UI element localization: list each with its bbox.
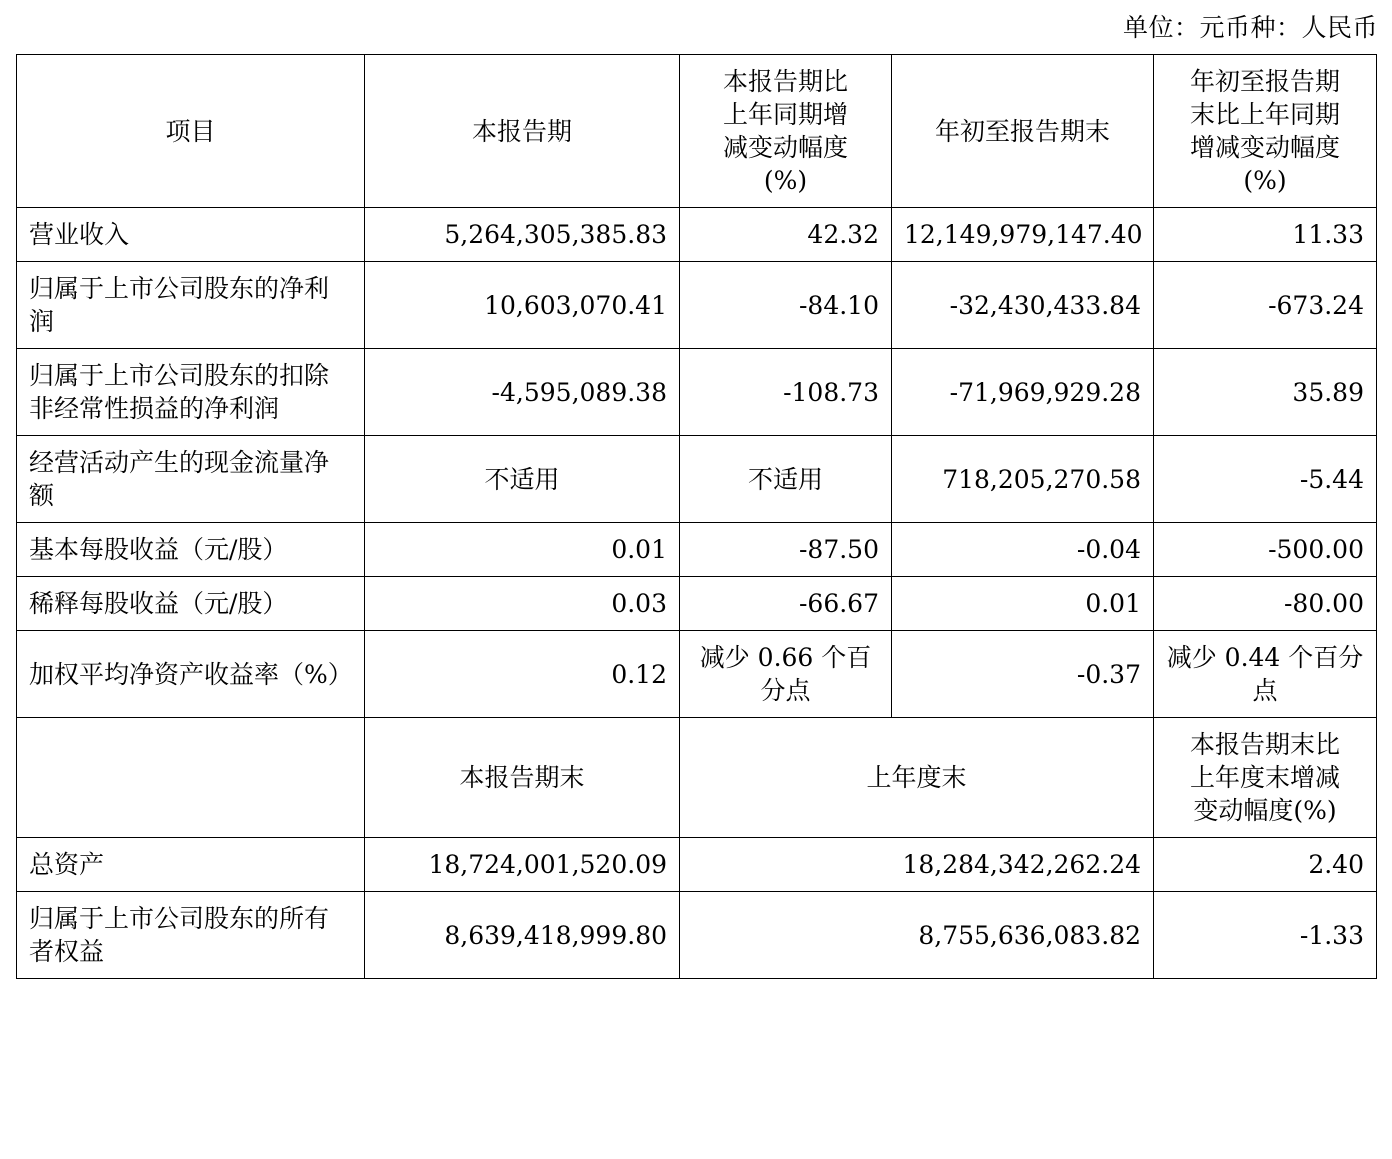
table-header-row [17, 55, 1377, 208]
row-label: 营业收入 [17, 208, 365, 262]
table-row [17, 631, 1377, 718]
header-item: 项目 [17, 55, 365, 208]
row-ytd: -0.04 [892, 523, 1154, 577]
header-ytd-change-line3: 增减变动幅度 [1189, 133, 1340, 162]
balance-header-last-year-end: 上年度末 [680, 718, 1154, 838]
row-ytd: -0.37 [892, 631, 1154, 718]
row-current-change: 不适用 [680, 436, 892, 523]
financial-summary-table [16, 54, 1377, 979]
row-ytd-change: 减少 0.44 个百分点 [1154, 631, 1377, 718]
row-current-period: 10,603,070.41 [365, 262, 680, 349]
row-current-period: 0.03 [365, 577, 680, 631]
unit-note: 单位：元币种：人民币 [1122, 13, 1378, 42]
row-change: -1.33 [1154, 892, 1377, 979]
row-current-period: 5,264,305,385.83 [365, 208, 680, 262]
balance-header-period-end: 本报告期末 [365, 718, 680, 838]
row-ytd-change: 11.33 [1154, 208, 1377, 262]
table-row [17, 577, 1377, 631]
header-current-change-line2: 上年同期增 [722, 100, 848, 129]
row-current-period: 0.01 [365, 523, 680, 577]
row-label: 加权平均净资产收益率（%） [17, 631, 365, 718]
row-last-year-end: 18,284,342,262.24 [680, 838, 1154, 892]
table-row [17, 436, 1377, 523]
balance-header-change-line1: 本报告期末比 [1189, 730, 1340, 759]
row-ytd-change: -500.00 [1154, 523, 1377, 577]
row-ytd-change: -80.00 [1154, 577, 1377, 631]
header-ytd-change [1154, 55, 1377, 208]
row-current-change: -84.10 [680, 262, 892, 349]
row-label: 归属于上市公司股东的扣除非经常性损益的净利润 [17, 349, 365, 436]
balance-header-change-line2: 上年度末增减 [1189, 763, 1340, 792]
balance-header-change [1154, 718, 1377, 838]
row-change: 2.40 [1154, 838, 1377, 892]
row-label: 稀释每股收益（元/股） [17, 577, 365, 631]
row-label: 经营活动产生的现金流量净额 [17, 436, 365, 523]
row-current-change: -108.73 [680, 349, 892, 436]
row-ytd: 0.01 [892, 577, 1154, 631]
header-current-period: 本报告期 [365, 55, 680, 208]
row-period-end: 8,639,418,999.80 [365, 892, 680, 979]
row-current-change: 减少 0.66 个百分点 [680, 631, 892, 718]
table-row [17, 523, 1377, 577]
row-ytd-change: 35.89 [1154, 349, 1377, 436]
table-row [17, 262, 1377, 349]
balance-header-change-line3: 变动幅度(%) [1193, 796, 1337, 825]
row-ytd: -71,969,929.28 [892, 349, 1154, 436]
row-ytd: 718,205,270.58 [892, 436, 1154, 523]
row-label: 总资产 [17, 838, 365, 892]
row-current-period: 不适用 [365, 436, 680, 523]
header-current-change-line4: (%) [763, 166, 808, 195]
row-current-change: -87.50 [680, 523, 892, 577]
header-current-change-line3: 减变动幅度 [722, 133, 848, 162]
row-current-period: 0.12 [365, 631, 680, 718]
header-current-change [680, 55, 892, 208]
row-label: 基本每股收益（元/股） [17, 523, 365, 577]
row-current-change: 42.32 [680, 208, 892, 262]
header-ytd: 年初至报告期末 [892, 55, 1154, 208]
balance-header-item [17, 718, 365, 838]
row-ytd-change: -673.24 [1154, 262, 1377, 349]
row-ytd: 12,149,979,147.40 [892, 208, 1154, 262]
header-current-change-line1: 本报告期比 [722, 67, 848, 96]
header-ytd-change-line1: 年初至报告期 [1189, 67, 1340, 96]
row-current-period: -4,595,089.38 [365, 349, 680, 436]
row-ytd-change: -5.44 [1154, 436, 1377, 523]
row-label: 归属于上市公司股东的所有者权益 [17, 892, 365, 979]
header-ytd-change-line4: (%) [1243, 166, 1287, 195]
row-last-year-end: 8,755,636,083.82 [680, 892, 1154, 979]
row-current-change: -66.67 [680, 577, 892, 631]
table-row [17, 892, 1377, 979]
row-label: 归属于上市公司股东的净利润 [17, 262, 365, 349]
table-row [17, 838, 1377, 892]
table-row [17, 349, 1377, 436]
balance-header-row [17, 718, 1377, 838]
row-ytd: -32,430,433.84 [892, 262, 1154, 349]
row-period-end: 18,724,001,520.09 [365, 838, 680, 892]
header-ytd-change-line2: 末比上年同期 [1189, 100, 1340, 129]
table-row [17, 208, 1377, 262]
